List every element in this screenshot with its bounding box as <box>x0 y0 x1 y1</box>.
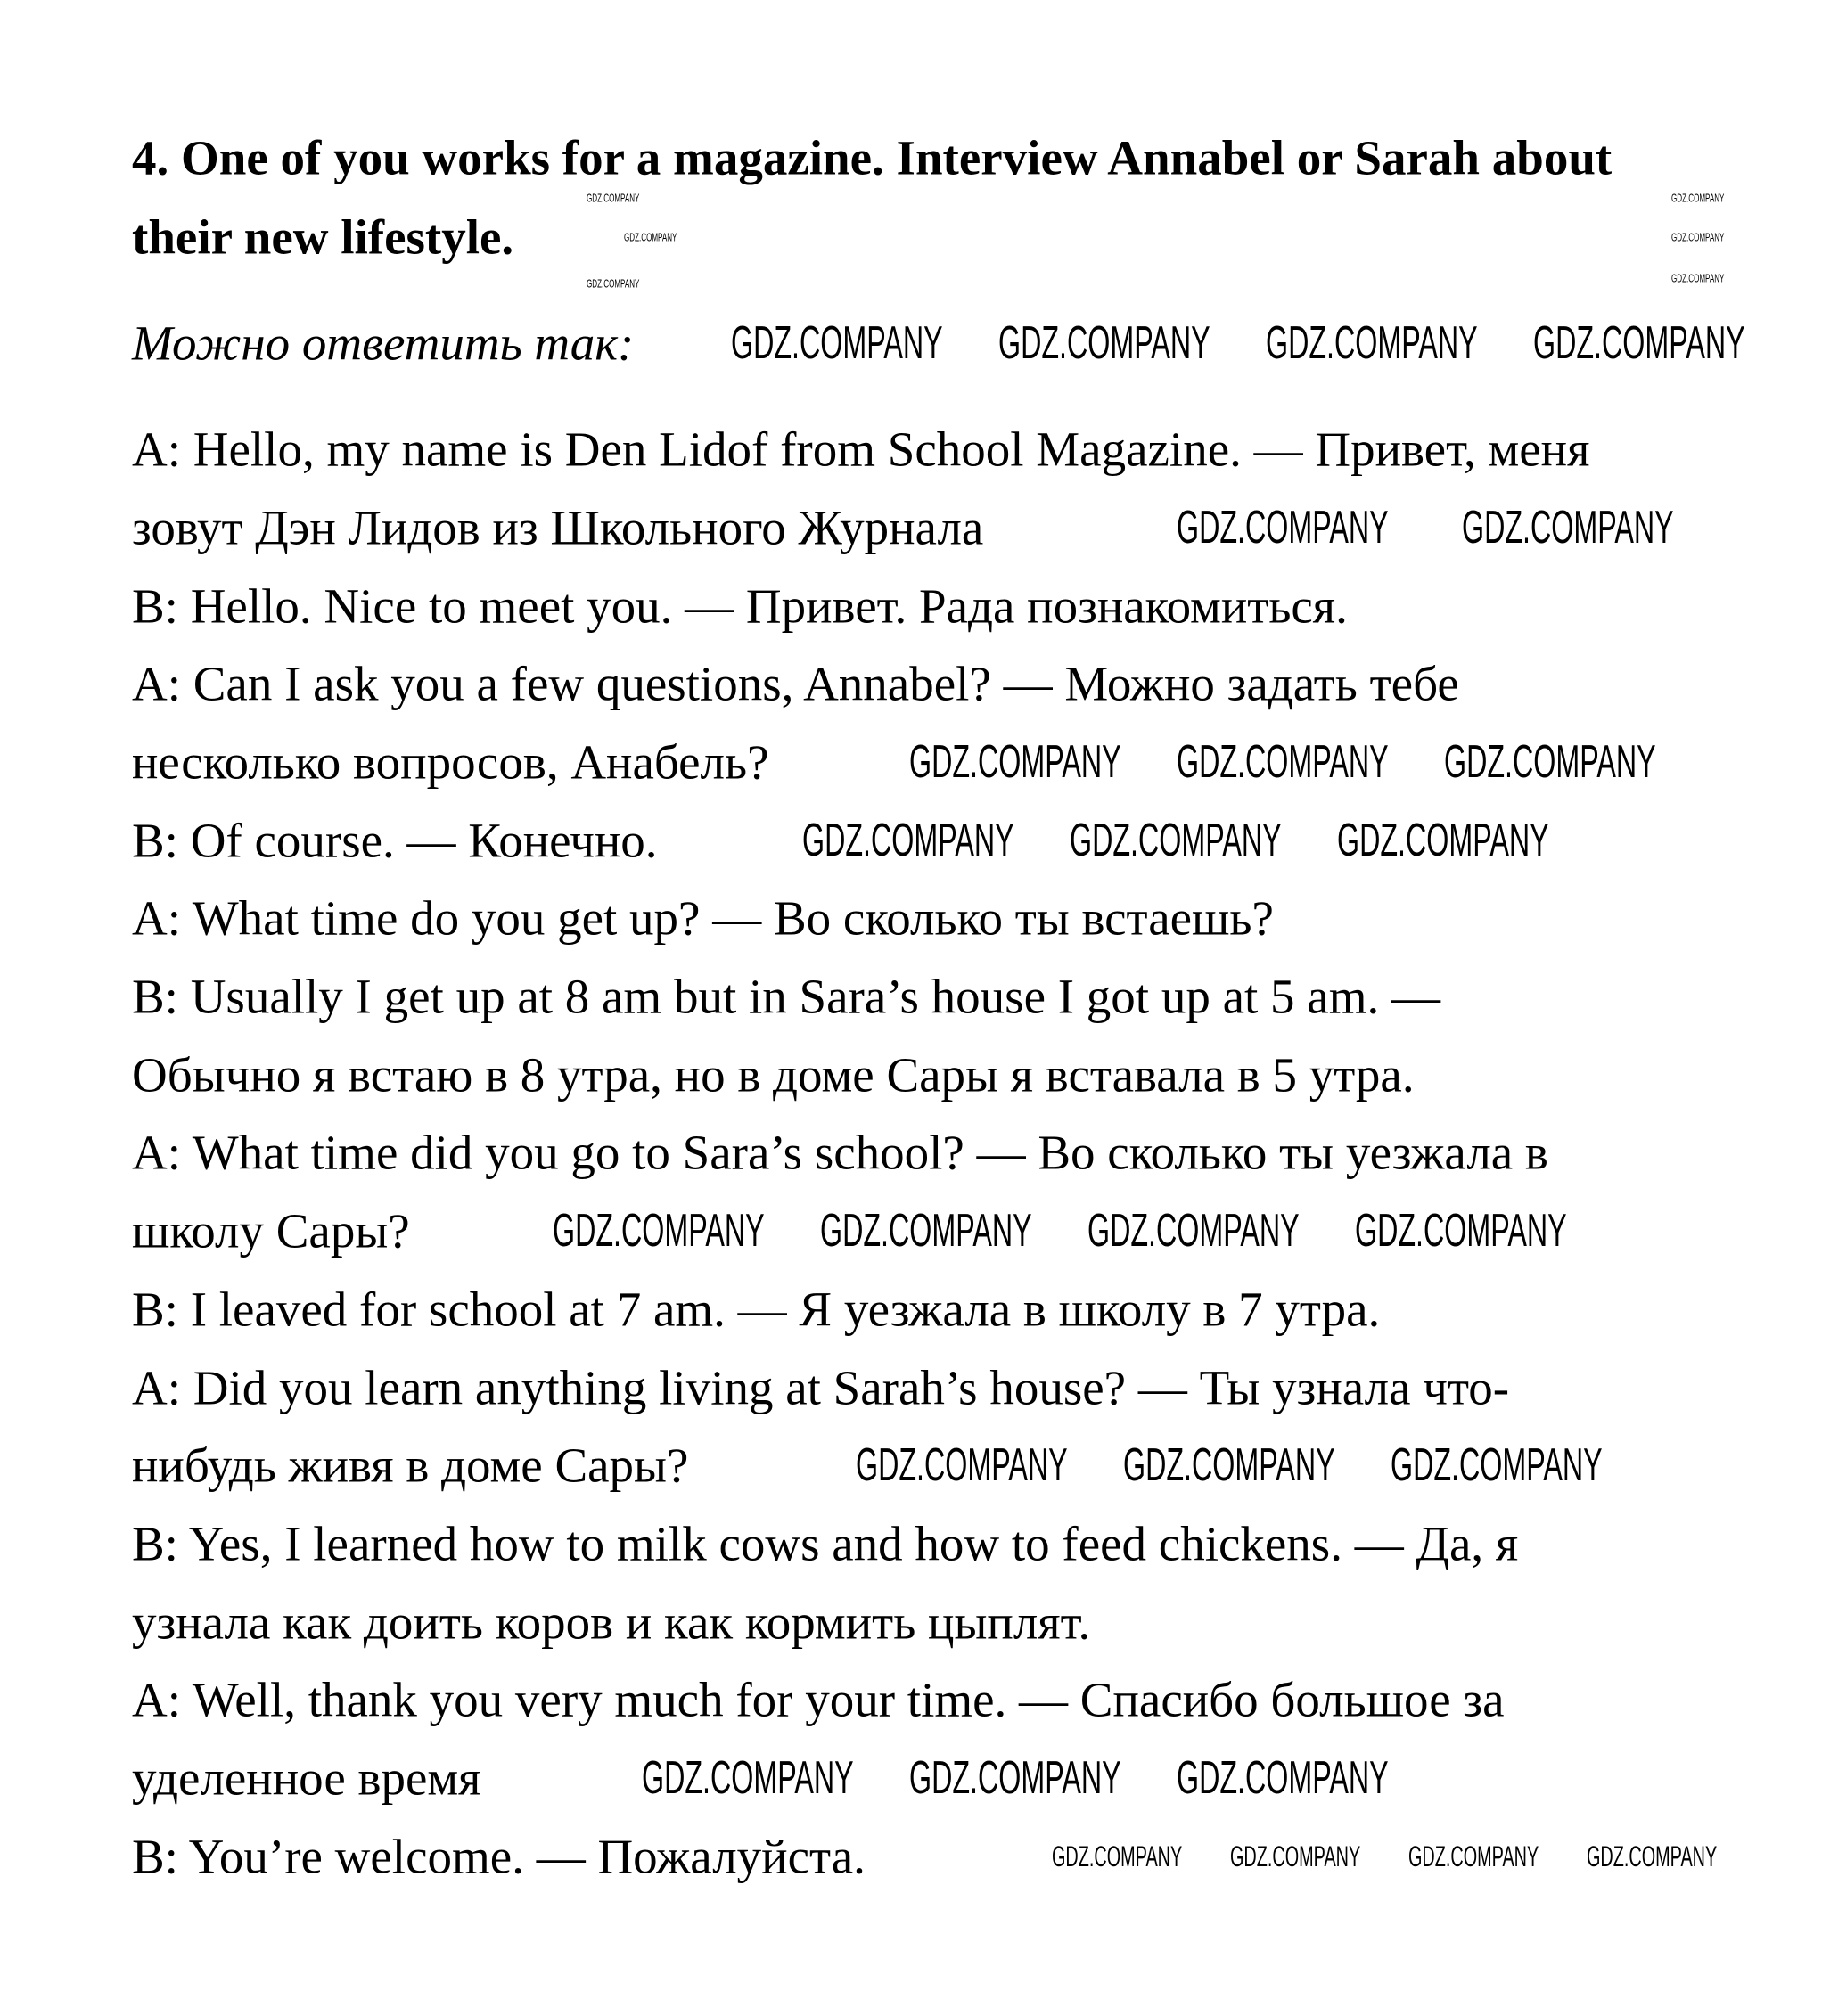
dialogue-line: A: Can I ask you a few questions, Annabel? — Можно задать тебе <box>132 656 1459 711</box>
watermark: GDZ.COMPANY <box>1391 1439 1603 1491</box>
dialogue-line: B: Of course. — Конечно. <box>132 813 658 868</box>
dialogue-line: A: What time did you go to Sara’s school? — Во сколько ты уезжала в <box>132 1125 1548 1180</box>
watermark: GDZ.COMPANY <box>1671 191 1725 205</box>
watermark: GDZ.COMPANY <box>1087 1205 1300 1257</box>
watermark: GDZ.COMPANY <box>909 736 1121 788</box>
watermark: GDZ.COMPANY <box>1462 502 1674 553</box>
task-title-line-1: 4. One of you works for a magazine. Interview Annabel or Sarah about <box>132 130 1613 185</box>
watermark: GDZ.COMPANY <box>1123 1439 1335 1491</box>
watermark: GDZ.COMPANY <box>624 230 677 244</box>
watermark: GDZ.COMPANY <box>553 1205 765 1257</box>
watermark: GDZ.COMPANY <box>856 1439 1068 1491</box>
watermark: GDZ.COMPANY <box>587 191 640 205</box>
watermark: GDZ.COMPANY <box>1671 271 1725 285</box>
dialogue-line: школу Сары? <box>132 1203 410 1258</box>
answer-intro: Можно ответить так: <box>132 316 635 371</box>
watermark: GDZ.COMPANY <box>909 1752 1121 1804</box>
watermark: GDZ.COMPANY <box>1177 736 1389 788</box>
watermark: GDZ.COMPANY <box>642 1752 854 1804</box>
watermark: GDZ.COMPANY <box>731 317 943 369</box>
watermark: GDZ.COMPANY <box>998 317 1210 369</box>
watermark: GDZ.COMPANY <box>1052 1840 1183 1873</box>
watermark: GDZ.COMPANY <box>1337 815 1549 866</box>
dialogue-line: B: I leaved for school at 7 am. — Я уезжала в школу в 7 утра. <box>132 1282 1381 1337</box>
watermark: GDZ.COMPANY <box>1177 1752 1389 1804</box>
dialogue-line: зовут Дэн Лидов из Школьного Журнала <box>132 500 984 555</box>
dialogue-line: A: Well, thank you very much for your time. — Спасибо большое за <box>132 1672 1505 1727</box>
dialogue-line: узнала как доить коров и как кормить цыплят. <box>132 1594 1091 1650</box>
watermark: GDZ.COMPANY <box>1408 1840 1539 1873</box>
watermark: GDZ.COMPANY <box>1533 317 1745 369</box>
dialogue-line: A: Did you learn anything living at Sarah’s house? — Ты узнала что- <box>132 1360 1510 1415</box>
watermark: GDZ.COMPANY <box>820 1205 1032 1257</box>
dialogue-line: A: Hello, my name is Den Lidof from School Magazine. — Привет, меня <box>132 422 1590 477</box>
watermark: GDZ.COMPANY <box>1177 502 1389 553</box>
dialogue-line: B: Usually I get up at 8 am but in Sara’s house I got up at 5 am. — <box>132 969 1440 1024</box>
watermark: GDZ.COMPANY <box>802 815 1014 866</box>
watermark: GDZ.COMPANY <box>1230 1840 1361 1873</box>
watermark: GDZ.COMPANY <box>1355 1205 1567 1257</box>
watermark: GDZ.COMPANY <box>1266 317 1478 369</box>
watermark: GDZ.COMPANY <box>1070 815 1282 866</box>
watermark: GDZ.COMPANY <box>1671 230 1725 244</box>
dialogue-line: несколько вопросов, Анабель? <box>132 734 769 790</box>
dialogue-line: Обычно я встаю в 8 утра, но в доме Сары я вставала в 5 утра. <box>132 1047 1415 1102</box>
task-title-line-2: their new lifestyle. <box>132 209 514 265</box>
watermark: GDZ.COMPANY <box>1444 736 1656 788</box>
watermark: GDZ.COMPANY <box>1587 1840 1718 1873</box>
dialogue-line: B: You’re welcome. — Пожалуйста. <box>132 1829 866 1884</box>
dialogue-line: B: Yes, I learned how to milk cows and how to feed chickens. — Да, я <box>132 1516 1519 1571</box>
dialogue-line: нибудь живя в доме Сары? <box>132 1438 689 1493</box>
dialogue-line: B: Hello. Nice to meet you. — Привет. Рада познакомиться. <box>132 578 1348 634</box>
watermark: GDZ.COMPANY <box>587 276 640 291</box>
dialogue-line: уделенное время <box>132 1750 481 1806</box>
dialogue-line: A: What time do you get up? — Во сколько ты встаешь? <box>132 890 1274 946</box>
